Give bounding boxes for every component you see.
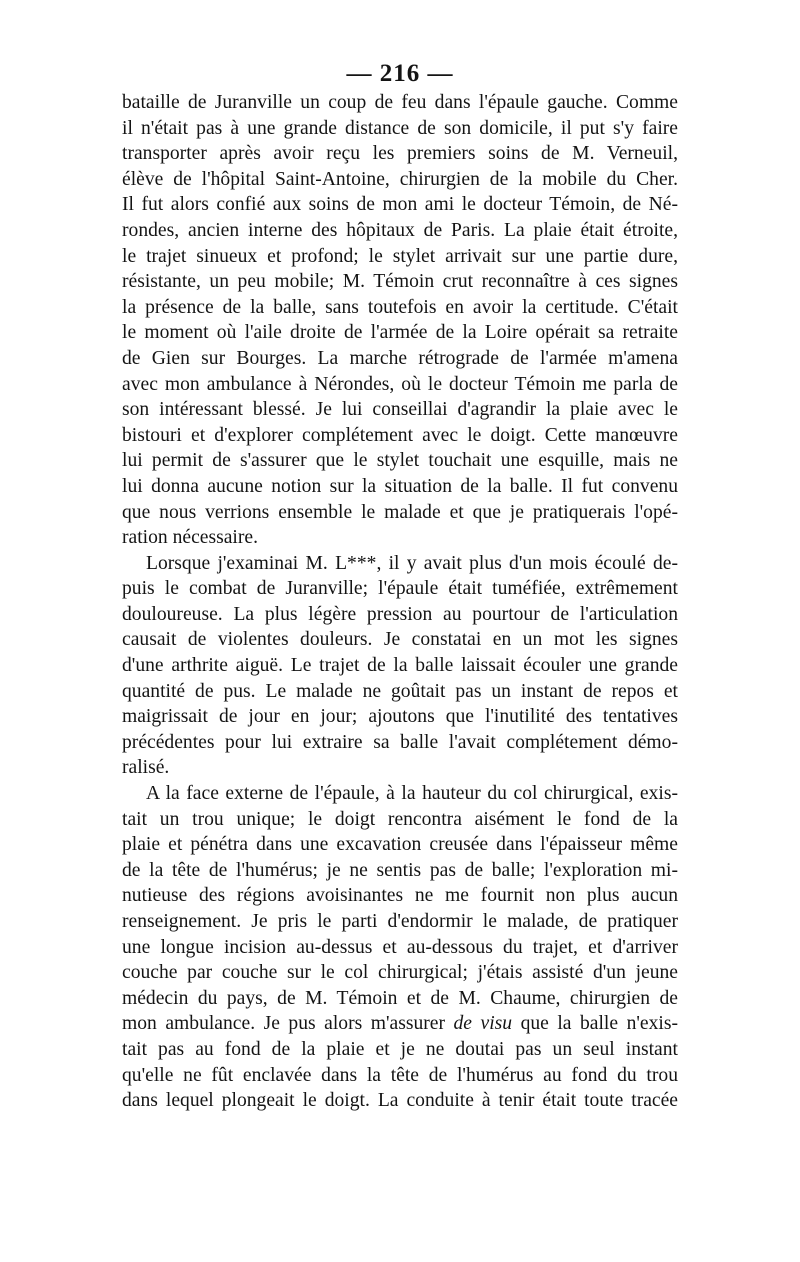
text-line: de Gien sur Bourges. La marche rétrograde de l'armée m'amena [122, 347, 678, 369]
text-line: rondes, ancien interne des hôpitaux de Paris. La plaie était étroite, [122, 219, 678, 241]
paragraph-start-line: A la face externe de l'épaule, à la hauteur du col chirurgical, exis- [146, 783, 678, 805]
line-part-before-italic: mon ambulance. Je pus alors m'assurer [122, 1013, 454, 1035]
text-line: plaie et pénétra dans une excavation creusée dans l'épaisseur même [122, 834, 678, 856]
text-line: causait de violentes douleurs. Je constatai en un mot les signes [122, 629, 678, 651]
text-line: une longue incision au-dessus et au-dessous du trajet, et d'arriver [122, 936, 678, 958]
body-text [122, 90, 678, 1114]
text-line: renseignement. Je pris le parti d'endormir le malade, de pratiquer [122, 911, 678, 932]
text-line: élève de l'hôpital Saint-Antoine, chirurgien de la mobile du Cher. [122, 168, 678, 190]
paragraph-end-line: ralisé. [122, 757, 170, 779]
book-page [122, 58, 678, 1114]
text-line: de la tête de l'humérus; je ne sentis pas de balle; l'exploration mi- [122, 859, 678, 881]
text-line: douloureuse. La plus légère pression au pourtour de l'articulation [122, 603, 678, 625]
text-line: le trajet sinueux et profond; le stylet arrivait sur une partie dure, [122, 245, 678, 267]
paragraph-end-line: ration nécessaire. [122, 527, 258, 549]
text-line: maigrissait de jour en jour; ajoutons que l'inutilité des tentatives [122, 706, 678, 728]
line-part-after-italic: que la balle n'exis- [512, 1013, 678, 1035]
text-line: que nous verrions ensemble le malade et que je pratiquerais l'opé- [122, 501, 678, 523]
text-line: lui permit de s'assurer que le stylet touchait une esquille, mais ne [122, 450, 678, 472]
text-line: dans lequel plongeait le doigt. La conduite à tenir était toute tracée [122, 1090, 678, 1112]
text-line: résistante, un peu mobile; M. Témoin crut reconnaître à ces signes [122, 271, 678, 293]
text-line: d'une arthrite aiguë. Le trajet de la balle laissait écouler une grande [122, 655, 678, 677]
page-number: — 216 — [346, 60, 454, 87]
text-line: médecin du pays, de M. Témoin et de M. Chaume, chirurgien de [122, 987, 678, 1009]
text-line: lui donna aucune notion sur la situation de la balle. Il fut convenu [122, 475, 678, 497]
text-line: bistouri et d'explorer complétement avec le doigt. Cette manœuvre [122, 424, 678, 446]
text-line: Il fut alors confié aux soins de mon ami le docteur Témoin, de Né- [122, 194, 678, 216]
text-line: tait pas au fond de la plaie et je ne doutai pas un seul instant [122, 1038, 678, 1060]
text-line: le moment où l'aile droite de l'armée de la Loire opérait sa retraite [122, 322, 678, 344]
text-line: qu'elle ne fût enclavée dans la tête de l'humérus au fond du trou [122, 1064, 678, 1086]
text-line: quantité de pus. Le malade ne goûtait pas un instant de repos et [122, 680, 678, 702]
text-line: bataille de Juranville un coup de feu dans l'épaule gauche. Comme [122, 92, 678, 113]
text-line: transporter après avoir reçu les premiers soins de M. Verneuil, [122, 143, 678, 165]
italic-phrase: de visu [453, 1013, 513, 1035]
text-line: son intéressant blessé. Je lui conseillai d'agrandir la plaie avec le [122, 399, 678, 421]
text-line-with-italic [122, 1011, 678, 1037]
text-line: nutieuse des régions avoisinantes ne me fournit non plus aucun [122, 885, 678, 907]
paragraph-start-line: Lorsque j'examinai M. L***, il y avait plus d'un mois écoulé de- [146, 552, 678, 574]
text-line: avec mon ambulance à Nérondes, où le docteur Témoin me parla de [122, 373, 678, 395]
text-line: la présence de la balle, sans toutefois en avoir la certitude. C'était [122, 296, 678, 318]
text-line: tait un trou unique; le doigt rencontra aisément le fond de la [122, 808, 678, 830]
text-line: puis le combat de Juranville; l'épaule était tuméfiée, extrêmement [122, 578, 678, 600]
text-line: il n'était pas à une grande distance de son domicile, il put s'y faire [122, 117, 678, 139]
text-line: précédentes pour lui extraire sa balle l'avait complétement démo- [122, 731, 678, 753]
text-line: couche par couche sur le col chirurgical; j'étais assisté d'un jeune [122, 962, 678, 984]
